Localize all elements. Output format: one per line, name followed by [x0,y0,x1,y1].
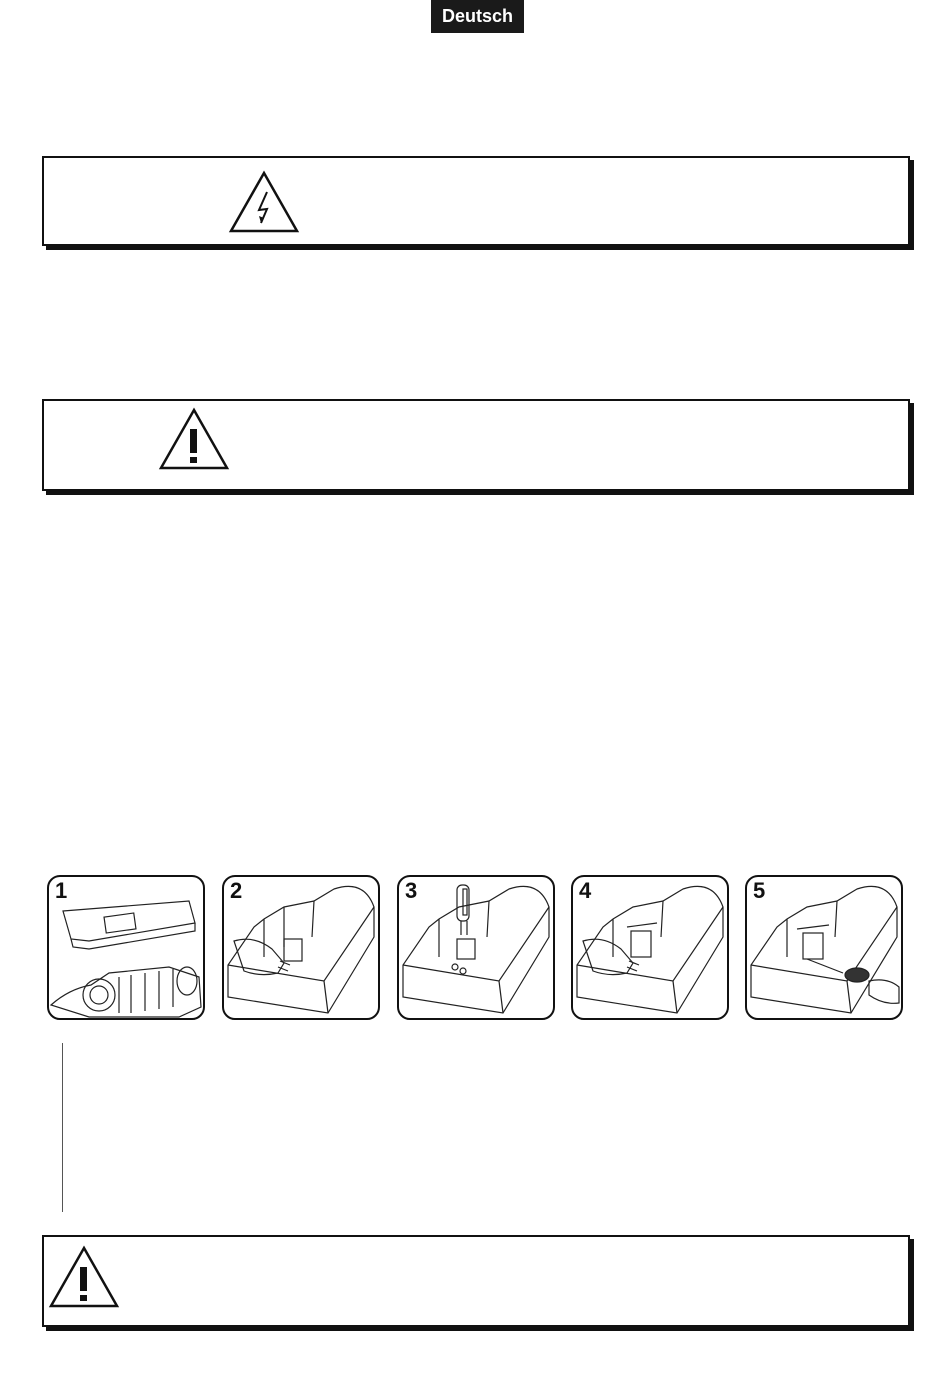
caution-exclamation-icon [158,407,230,471]
lamp-insert-illustration [573,877,727,1018]
step-number: 3 [405,878,418,903]
bottom-caution-warning-box [42,1235,910,1327]
language-badge: Deutsch [431,0,524,33]
vertical-divider [62,1043,63,1212]
step-1 [47,875,205,1020]
step-number: 1 [55,878,68,903]
high-voltage-warning-icon [228,170,300,234]
step-3 [397,875,555,1020]
step-5 [745,875,903,1020]
step-number: 2 [230,878,243,903]
caution-warning-box [42,399,910,491]
step-number: 4 [579,878,592,903]
lamp-unplug-illustration [224,877,378,1018]
lamp-replace-illustration [399,877,553,1018]
caution-exclamation-icon [48,1245,120,1309]
step-2 [222,875,380,1020]
step-4 [571,875,729,1020]
high-voltage-warning-box [42,156,910,246]
lamp-screw-fasten-illustration [747,877,901,1018]
lamp-cover-removal-illustration [49,877,203,1018]
step-number: 5 [753,878,766,903]
lamp-replacement-steps [47,875,907,1020]
